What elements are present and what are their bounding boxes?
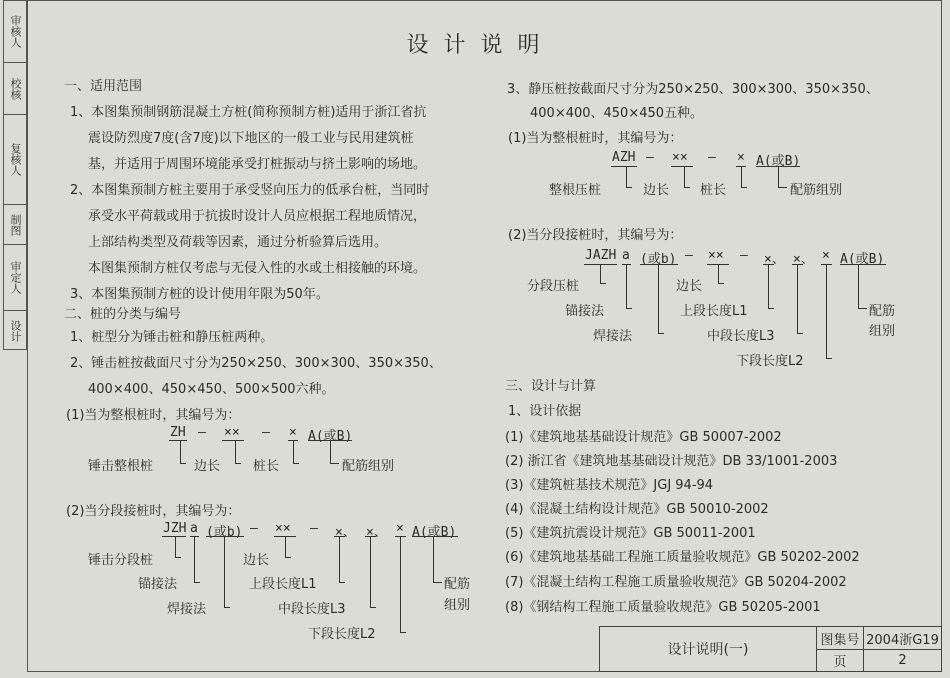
page-title: 设 计 说 明 [406,33,544,58]
code-dash: — [685,248,693,263]
code-prefix: AZH [612,150,636,165]
label-anchor: 锚接法 [138,577,178,592]
label-anchor: 锚接法 [565,304,605,319]
label-pile-type: 锤击分段桩 [88,553,154,568]
paragraph-line: (1)当为整根桩时，其编号为： [508,131,683,146]
label-side: 边长 [676,279,703,294]
label-side: 边长 [194,459,221,474]
label-l2: 下段长度L2 [308,627,376,642]
label-weld: 焊接法 [167,602,207,617]
label-weld: 焊接法 [593,329,633,344]
paragraph-line: (2)当分段接桩时，其编号为： [66,504,241,519]
code-l1: ×、 [335,525,356,540]
paragraph-line: 1、本图集预制钢筋混凝土方桩(简称预制方桩)适用于浙江省抗 [70,105,427,120]
code-group: A(或B) [840,252,885,267]
page-label: 页 [816,649,864,672]
code-dash: — [708,150,716,165]
reference-item: (2) 浙江省《建筑地基基础设计规范》DB 33/1001-2003 [505,454,838,469]
code-prefix: ZH [170,425,186,440]
sidebar-cell: 复核人 [4,115,26,205]
paragraph-line: (1)当为整根桩时，其编号为： [66,408,241,423]
label-group: 组别 [444,598,471,613]
code-group: A(或B) [308,429,353,444]
reference-item: (7)《混凝土结构工程施工质量验收规范》GB 50204-2002 [505,575,847,590]
label-side: 边长 [643,183,670,198]
code-dash: — [646,150,654,165]
sidebar-cell: 审核人 [4,1,26,63]
code-prefix: JZH [163,521,187,536]
label-pile-type: 整根压桩 [549,183,602,198]
atlas-label: 图集号 [816,626,864,650]
label-group: 配筋 [444,577,471,592]
code-length: × [289,425,297,440]
sidebar-cell: 制图 [4,205,26,245]
paragraph-line: 本图集预制方桩仅考虑与无侵入性的水或土相接触的环境。 [88,261,427,276]
label-length: 桩长 [253,459,280,474]
code-weld: (或b) [640,252,677,267]
label-pile-type: 锤击整根桩 [88,459,154,474]
label-group: 配筋组别 [790,183,843,198]
label-l3: 中段长度L3 [278,602,346,617]
code-prefix: JAZH [585,248,617,263]
page-number: 2 [863,649,942,672]
code-dash: — [250,521,258,536]
sidebar-cell: 审定人 [4,245,26,311]
reference-item: (1)《建筑地基基础设计规范》GB 50007-2002 [505,430,782,445]
sidebar-cell: 校核 [4,63,26,115]
paragraph-line: (2)当分段接桩时，其编号为： [508,228,683,243]
paragraph-line: 1、桩型分为锤击桩和静压桩两种。 [70,330,274,345]
code-group: A(或B) [412,525,457,540]
reference-item: (8)《钢结构工程施工质量验收规范》GB 50205-2001 [505,600,821,615]
label-pile-type: 分段压桩 [527,279,580,294]
label-l3: 中段长度L3 [707,329,775,344]
label-side: 边长 [243,553,270,568]
reference-item: (4)《混凝土结构设计规范》GB 50010-2002 [505,502,769,517]
code-weld: (或b) [206,525,243,540]
code-dash: — [262,425,270,440]
paragraph-line: 震设防烈度7度(含7度)以下地区的一般工业与民用建筑桩 [88,131,414,146]
code-l3: ×、 [366,525,387,540]
paragraph-line: 承受水平荷载或用于抗拔时设计人员应根据工程地质情况， [88,209,427,224]
section-heading: 一、适用范围 [64,79,143,94]
sidebar-cell: 设计 [9,320,22,342]
reference-item: (3)《建筑桩基技术规范》JGJ 94-94 [505,478,714,493]
code-l3: ×、 [793,252,814,267]
code-side: ×× [224,425,240,440]
code-group: A(或B) [756,154,801,169]
paragraph-line: 2、锤击桩按截面尺寸分为250×250、300×300、350×350、 [70,356,442,371]
label-group: 配筋组别 [342,459,395,474]
code-anchor: a [622,248,630,263]
label-l1: 上段长度L1 [249,577,317,592]
label-group: 配筋 [869,304,896,319]
paragraph-line: 上部结构类型及荷载等因素，通过分析验算后选用。 [88,235,388,250]
reference-item: (6)《建筑地基基础工程施工质量验收规范》GB 50202-2002 [505,550,860,565]
paragraph-line: 基，并适用于周围环境能承受打桩振动与挤土影响的场地。 [88,157,427,172]
code-l2: × [822,248,830,263]
label-length: 桩长 [700,183,727,198]
section-heading: 三、设计与计算 [505,379,597,394]
code-anchor: a [190,521,198,536]
section-heading: 二、桩的分类与编号 [64,307,182,322]
code-dash: — [310,521,318,536]
code-l1: ×、 [764,252,785,267]
label-l2: 下段长度L2 [736,354,804,369]
code-dash: — [740,248,748,263]
code-side: ×× [708,248,724,263]
code-dash: — [198,425,206,440]
paragraph-line: 1、设计依据 [508,404,582,419]
atlas-number: 2004浙G19 [863,626,942,650]
paragraph-line: 3、本图集预制方桩的设计使用年限为50年。 [70,287,329,302]
paragraph-line: 2、本图集预制方桩主要用于承受竖向压力的低承台桩，当同时 [70,183,430,198]
paragraph-line: 400×400、450×450、500×500六种。 [88,382,335,397]
reference-item: (5)《建筑抗震设计规范》GB 50011-2001 [505,526,756,541]
label-l1: 上段长度L1 [680,304,748,319]
code-length: × [737,150,745,165]
label-group: 组别 [869,324,896,339]
code-l2: × [396,521,404,536]
paragraph-line: 3、静压桩按截面尺寸分为250×250、300×300、350×350、 [507,82,879,97]
code-side: ×× [672,150,688,165]
paragraph-line: 400×400、450×450五种。 [530,106,704,121]
code-side: ×× [275,521,291,536]
drawing-name: 设计说明(一) [599,626,817,672]
